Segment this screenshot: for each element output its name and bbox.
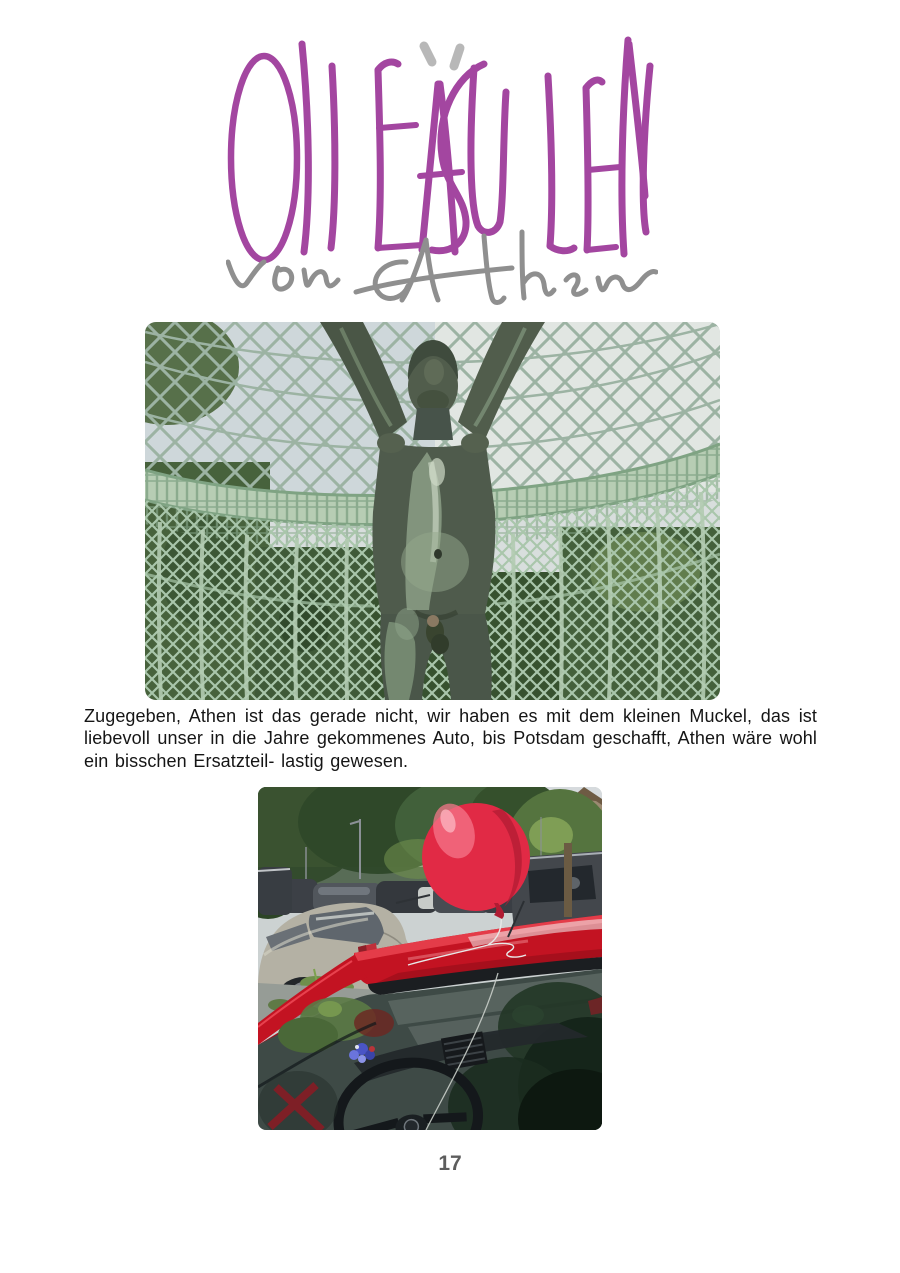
body-paragraph: Zugegeben, Athen ist das gerade nicht, wir haben es mit dem kleinen Muckel, das ist liebevoll unser in die Jahre gekommenes Auto, bis Potsdam geschafft, Athen wäre wohl ein bisschen Ersatzteil- lastig gewesen. [84, 706, 817, 771]
page-number: 17 [438, 1152, 462, 1175]
statue-photo [145, 322, 720, 700]
umlaut-marks-icon [424, 46, 460, 66]
title-strokes [231, 40, 650, 260]
subtitle-strokes [228, 232, 656, 303]
car-photo [258, 787, 602, 1130]
page-title [226, 36, 658, 314]
